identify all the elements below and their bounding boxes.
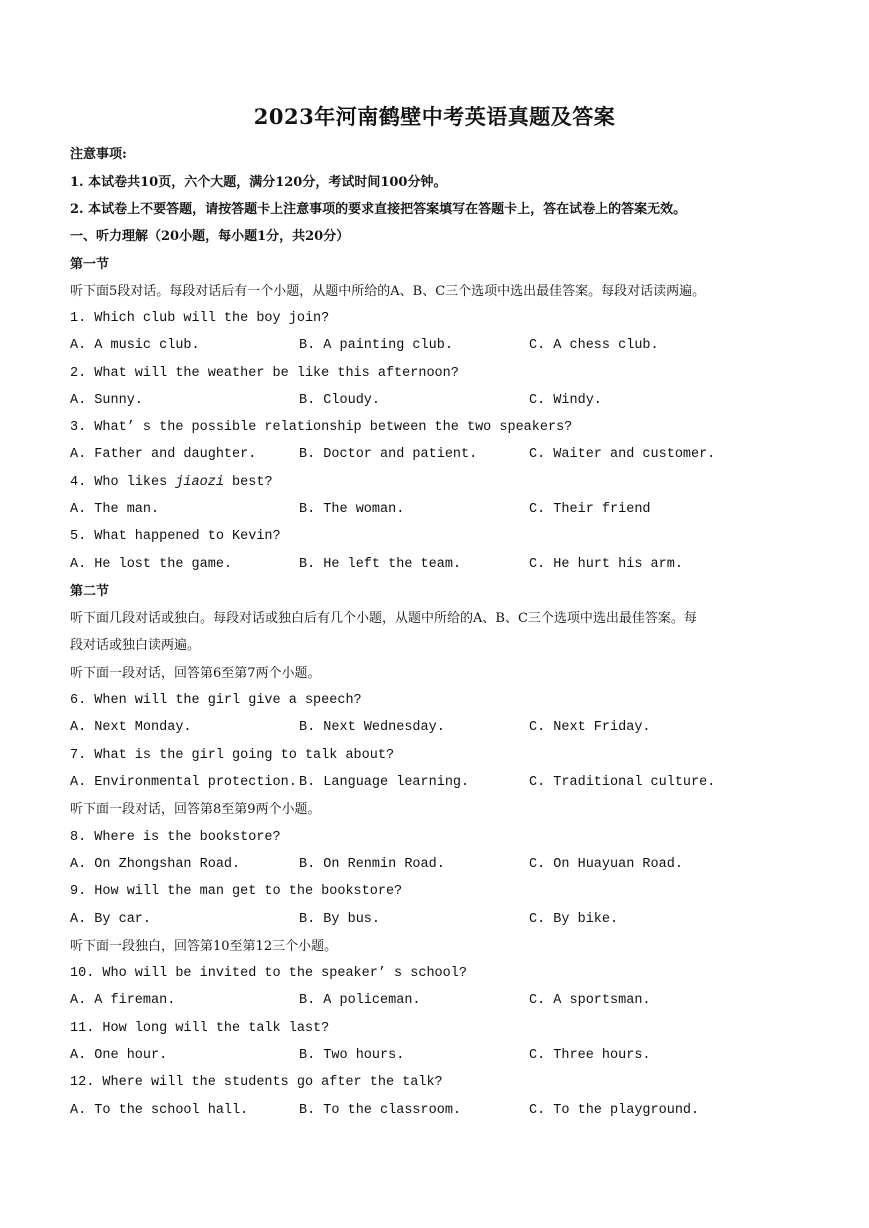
question-5: 5. What happened to Kevin? [70,529,281,544]
q10-option-b: B. A policeman. [299,993,421,1008]
q4-option-a: A. The man. [70,502,160,517]
question-7: 7. What is the girl going to talk about? [70,748,395,763]
q8-option-a: A. On Zhongshan Road. [70,857,241,872]
question-4-text-pre: 4. Who likes [70,475,176,490]
q12-option-b: B. To the classroom. [299,1103,462,1118]
group-instruction-8-9: 听下面一段对话，回答第8至第9两个小题。 [70,802,321,817]
note-item-2: 2. 本试卷上不要答题，请按答题卡上注意事项的要求直接把答案填写在答题卡上，答在试卷上的答案无效。 [70,202,687,217]
q3-option-b: B. Doctor and patient. [299,447,478,462]
q5-option-a: A. He lost the game. [70,557,233,572]
q6-option-c: C. Next Friday. [529,720,651,735]
group-instruction-10-12: 听下面一段独白，回答第10至第12三个小题。 [70,939,338,954]
q8-option-b: B. On Renmin Road. [299,857,445,872]
page-title: 2023年河南鹤壁中考英语真题及答案 [253,104,616,129]
section2-instruction-line1: 听下面几段对话或独白。每段对话或独白后有几个小题，从题中所给的A、B、C三个选项中选出最佳答案。每 [70,611,697,626]
q2-option-a: A. Sunny. [70,393,143,408]
question-2: 2. What will the weather be like this afternoon? [70,366,459,381]
notes-heading: 注意事项: [70,147,127,162]
q7-option-a: A. Environmental protection. [70,775,297,790]
q11-option-a: A. One hour. [70,1048,168,1063]
q4-option-c: C. Their friend [529,502,651,517]
question-4 [70,474,273,492]
q2-option-c: C. Windy. [529,393,602,408]
section2-heading: 第二节 [70,584,110,599]
q5-option-c: C. He hurt his arm. [529,557,683,572]
q4-option-b: B. The woman. [299,502,405,517]
q2-option-b: B. Cloudy. [299,393,381,408]
q11-option-c: C. Three hours. [529,1048,651,1063]
q12-option-c: C. To the playground. [529,1103,700,1118]
question-4-text-post: best? [223,475,273,490]
q1-option-b: B. A painting club. [299,338,453,353]
question-8: 8. Where is the bookstore? [70,830,281,845]
section1-instruction: 听下面5段对话。每段对话后有一个小题，从题中所给的A、B、C三个选项中选出最佳答案。每段对话读两遍。 [70,284,706,299]
note-item-1: 1. 本试卷共10页，六个大题，满分120分，考试时间100分钟。 [70,175,447,190]
q10-option-c: C. A sportsman. [529,993,651,1008]
question-3: 3. What’ s the possible relationship between the two speakers? [70,420,573,435]
q6-option-b: B. Next Wednesday. [299,720,445,735]
q9-option-b: B. By bus. [299,912,381,927]
q3-option-c: C. Waiter and customer. [529,447,716,462]
q6-option-a: A. Next Monday. [70,720,192,735]
q7-option-b: B. Language learning. [299,775,470,790]
q9-option-a: A. By car. [70,912,152,927]
q1-option-a: A. A music club. [70,338,200,353]
section1-heading: 第一节 [70,257,110,272]
section2-instruction-line2: 段对话或独白读两遍。 [70,638,201,653]
q1-option-c: C. A chess club. [529,338,659,353]
question-1: 1. Which club will the boy join? [70,311,330,326]
q8-option-c: C. On Huayuan Road. [529,857,683,872]
q11-option-b: B. Two hours. [299,1048,405,1063]
question-11: 11. How long will the talk last? [70,1021,330,1036]
part1-heading: 一、听力理解（20小题，每小题1分，共20分） [70,229,350,244]
group-instruction-6-7: 听下面一段对话，回答第6至第7两个小题。 [70,666,321,681]
q5-option-b: B. He left the team. [299,557,462,572]
question-4-italic-word: jiaozi [175,475,224,490]
question-10: 10. Who will be invited to the speaker’ s school? [70,966,467,981]
question-6: 6. When will the girl give a speech? [70,693,362,708]
q3-option-a: A. Father and daughter. [70,447,257,462]
question-12: 12. Where will the students go after the talk? [70,1075,443,1090]
q10-option-a: A. A fireman. [70,993,176,1008]
q7-option-c: C. Traditional culture. [529,775,716,790]
q9-option-c: C. By bike. [529,912,619,927]
question-9: 9. How will the man get to the bookstore? [70,884,403,899]
q12-option-a: A. To the school hall. [70,1103,249,1118]
